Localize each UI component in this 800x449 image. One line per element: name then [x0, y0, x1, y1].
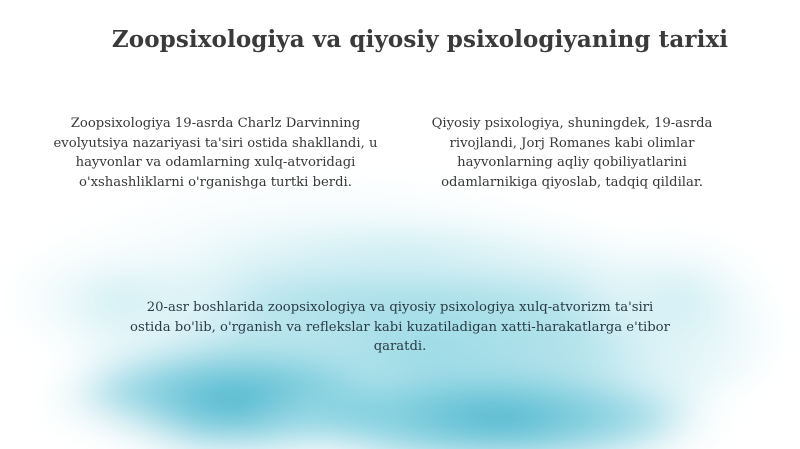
slide-title: Zoopsixologiya va qiyosiy psixologiyaning tarixi: [111, 26, 729, 53]
paragraph-behaviorism: 20-asr boshlarida zoopsixologiya va qiyosiy psixologiya xulq-atvorizm ta'siri ostida bo'lib, o'rganish va reflekslar kabi kuzatiladigan xatti-harakatlarga e'tibor qaratdi.: [130, 300, 670, 354]
paragraph-darwin: Zoopsixologiya 19-asrda Charlz Darvinning evolyutsiya nazariyasi ta'siri ostida shakllandi, u hayvonlar va odamlarning xulq-atvoridagi o'xshashliklarni o'rganishga turtki berdi.: [53, 116, 378, 190]
paragraph-romanes: Qiyosiy psixologiya, shuningdek, 19-asrda rivojlandi, Jorj Romanes kabi olimlar hayvonlarning aqliy qobiliyatlarini odamlarnikiga qiyoslab, tadqiq qildilar.: [431, 116, 713, 190]
